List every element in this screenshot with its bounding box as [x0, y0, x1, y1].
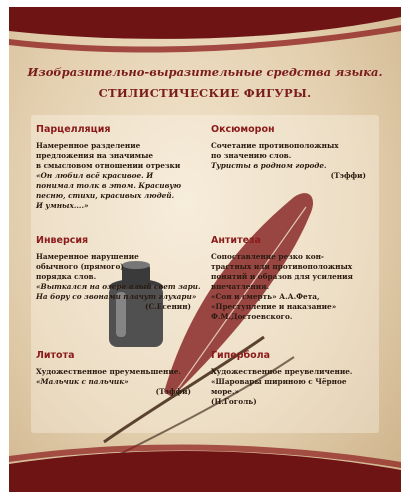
card-line: Сочетание противоположных — [211, 141, 339, 150]
card-hyperbole — [211, 350, 376, 407]
card-example: понимал толк в этом. Красивую — [36, 181, 182, 190]
card-author: (С.Есенин) — [145, 302, 191, 311]
card-line: предложения на значимые — [36, 151, 154, 160]
card-oxymoron — [211, 124, 376, 181]
card-example: «Он любил всё красивое. И — [36, 171, 154, 180]
card-line: по значению слов. — [211, 151, 292, 160]
card-line: Художественное преувеличение. — [211, 367, 353, 376]
card-line: «Шаровары шириною с Чёрное — [211, 377, 347, 386]
card-example: «Мальчик с пальчик» — [36, 377, 129, 386]
card-parcellation — [36, 124, 201, 211]
card-line: обычного (прямого) — [36, 262, 124, 271]
card-line: понятий и образов для усиления — [211, 272, 353, 281]
card-antithesis — [211, 235, 376, 322]
card-example: На бору со звонами плачут глухари» — [36, 292, 197, 301]
card-line: в смысловом отношении отрезки — [36, 161, 181, 170]
card-inversion — [36, 235, 201, 312]
card-heading: Парцелляция — [36, 124, 111, 135]
card-heading: Инверсия — [36, 235, 89, 246]
page-subtitle: СТИЛИСТИЧЕСКИЕ ФИГУРЫ. — [98, 86, 312, 100]
card-example: «Выткался на озере алый свет зари. — [36, 282, 201, 291]
card-line: «Преступление и наказание» — [211, 302, 337, 311]
card-line: трастных или противоположных — [211, 262, 353, 271]
card-litotes — [36, 350, 201, 397]
card-line: впечатления. — [211, 282, 270, 291]
card-line: Намеренное разделение — [36, 141, 141, 150]
bottom-ribbon-decoration — [9, 442, 401, 492]
card-example: Туристы в родном городе. — [211, 161, 327, 170]
top-ribbon-decoration — [9, 7, 401, 67]
card-line: Сопоставление резко кон- — [211, 252, 324, 261]
card-author: (Тэффи) — [330, 171, 366, 180]
card-line: Художественное преуменьшение. — [36, 367, 181, 376]
card-heading: Гипербола — [211, 350, 271, 361]
card-line: Ф.М.Достоевского. — [211, 312, 293, 321]
card-heading: Антитеза — [211, 235, 261, 246]
card-line: (Н.Гоголь) — [211, 397, 257, 406]
card-heading: Литота — [36, 350, 75, 361]
page-title: Изобразительно-выразительные средства языка. — [27, 65, 383, 79]
card-line: море.» — [211, 387, 240, 396]
card-author: (Тэффи) — [155, 387, 191, 396]
card-line: Намеренное нарушение — [36, 252, 139, 261]
card-line: «Сон и смерть» А.А.Фета, — [211, 292, 320, 301]
card-example: И умных....» — [36, 201, 89, 210]
card-line: порядка слов. — [36, 272, 97, 281]
card-example: песню, стихи, красивых людей. — [36, 191, 175, 200]
card-heading: Оксюморон — [211, 124, 275, 135]
